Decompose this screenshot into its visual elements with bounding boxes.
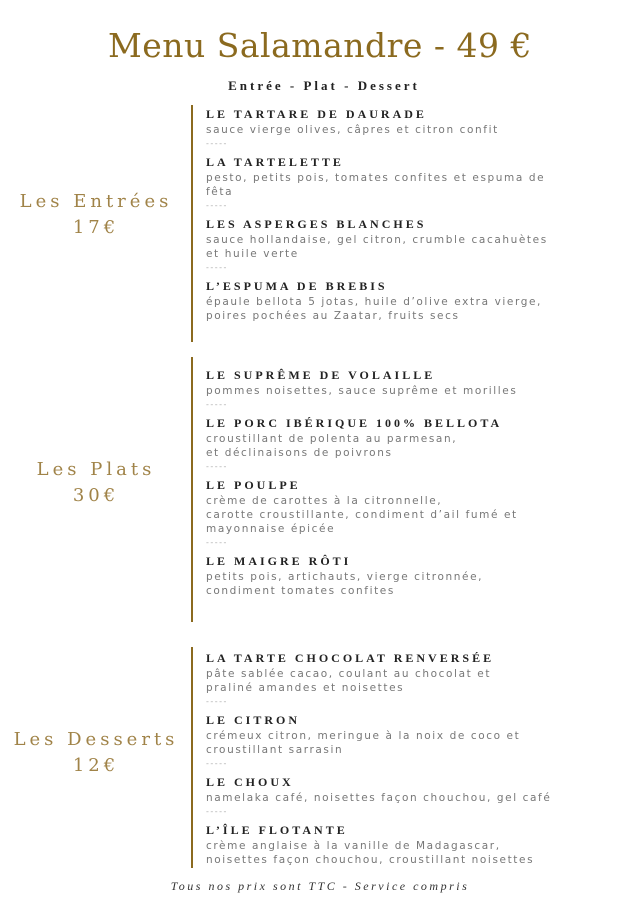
dish-description: crémeux citron, meringue à la noix de coco et croustillant sarrasin: [206, 730, 521, 756]
category-plats: [0, 457, 192, 509]
dish-separator: -----: [206, 201, 228, 210]
dish-name: LE CHOUX: [206, 775, 294, 789]
category-label: Les Entrées: [19, 191, 173, 212]
dish-separator: -----: [206, 538, 228, 547]
dish-separator: -----: [206, 263, 228, 272]
menu-title: Menu Salamandre - 49 €: [107, 26, 533, 65]
dish-name: LE CITRON: [206, 713, 301, 727]
dish-description: namelaka café, noisettes façon chouchou, gel café: [206, 792, 552, 804]
section-items: [206, 647, 626, 867]
dish-name: LA TARTELETTE: [206, 155, 344, 169]
dish-description: pâte sablée cacao, coulant au chocolat et praliné amandes et noisettes: [206, 668, 492, 694]
dish-description: épaule bellota 5 jotas, huile d’olive extra vierge, poires pochées au Zaatar, fruits secs: [206, 296, 542, 322]
footer-note: Tous nos prix sont TTC - Service compris: [170, 879, 470, 893]
dish-name: LE MAIGRE RÔTI: [206, 554, 352, 568]
category-label: Les Desserts: [13, 729, 179, 750]
menu-subtitle: Entrée - Plat - Dessert: [228, 78, 420, 93]
dish-name: L’ÎLE FLOTANTE: [206, 823, 348, 837]
dish-name: LE TARTARE DE DAURADE: [206, 107, 427, 121]
category-price: 12€: [72, 755, 120, 776]
category-price: 30€: [72, 485, 120, 506]
dish-separator: -----: [206, 462, 228, 471]
dish-separator: -----: [206, 807, 228, 816]
section-items: [206, 364, 626, 598]
dish-description: sauce hollandaise, gel citron, crumble cacahuètes et huile verte: [206, 234, 548, 260]
dish-description: crème de carottes à la citronnelle, carotte croustillante, condiment d’ail fumé et mayonnaise épicée: [206, 495, 518, 535]
dish-name: LE POULPE: [206, 478, 301, 492]
category-entrees: [0, 189, 192, 241]
dish-name: LE SUPRÊME DE VOLAILLE: [206, 368, 436, 382]
dish-separator: -----: [206, 139, 228, 148]
section-items: [206, 103, 626, 323]
dish-description: pesto, petits pois, tomates confites et espuma de fêta: [206, 172, 546, 198]
dish-separator: -----: [206, 697, 228, 706]
dish-description: petits pois, artichauts, vierge citronnée, condiment tomates confites: [206, 571, 484, 597]
dish-name: LA TARTE CHOCOLAT RENVERSÉE: [206, 651, 495, 665]
dish-name: L’ESPUMA DE BREBIS: [206, 279, 388, 293]
dish-description: croustillant de polenta au parmesan, et déclinaisons de poivrons: [206, 433, 458, 459]
category-label: Les Plats: [36, 459, 156, 480]
category-price: 17€: [72, 217, 120, 238]
dish-name: LES ASPERGES BLANCHES: [206, 217, 427, 231]
dish-name: LE PORC IBÉRIQUE 100% BELLOTA: [206, 416, 503, 430]
dish-description: crème anglaise à la vanille de Madagascar, noisettes façon chouchou, croustillant noisettes: [206, 840, 535, 866]
dish-separator: -----: [206, 759, 228, 768]
category-desserts: [0, 727, 192, 779]
dish-description: sauce vierge olives, câpres et citron confit: [206, 124, 499, 136]
dish-description: pommes noisettes, sauce suprême et morilles: [206, 385, 518, 397]
dish-separator: -----: [206, 400, 228, 409]
